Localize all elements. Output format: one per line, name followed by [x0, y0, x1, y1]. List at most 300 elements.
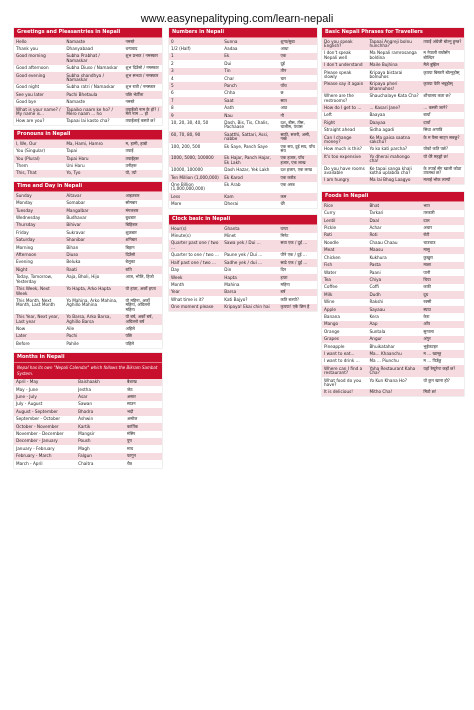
nepali-cell: शुभ दिउँसो / नमस्कार: [124, 65, 163, 72]
romanized-cell: Baishaakh: [76, 379, 125, 386]
english-cell: Later: [14, 333, 64, 340]
romanized-cell: Pahile: [64, 340, 123, 347]
nepali-cell: केरा: [421, 313, 464, 320]
english-cell: More: [169, 201, 222, 208]
vocab-table: [169, 225, 317, 311]
english-cell: Coffee: [322, 284, 367, 291]
table-row: [14, 45, 162, 52]
romanized-cell: Ma ... Piunchu: [367, 358, 421, 365]
table-row: [322, 306, 464, 313]
english-cell: Apple: [322, 306, 367, 313]
english-cell: It's too expensive: [322, 153, 367, 165]
romanized-cell: Yaha Restaurant Kaha Cha?: [367, 365, 421, 377]
english-cell: Hello: [14, 38, 64, 45]
table-row: [322, 217, 464, 224]
english-cell: 2: [169, 60, 222, 67]
romanized-cell: Sayaau: [367, 306, 421, 313]
table-row: [14, 84, 162, 91]
romanized-cell: Ma, Hami, Hamro: [64, 140, 123, 147]
nepali-cell: दूध: [421, 291, 464, 298]
english-cell: August - September: [14, 408, 76, 415]
romanized-cell: Daal: [367, 217, 421, 224]
english-cell: December - January: [14, 438, 76, 445]
nepali-cell: दाल: [421, 217, 464, 224]
english-cell: Orange: [322, 328, 367, 335]
nepali-cell: दश, बीस, तीस, चालीस, पचास: [279, 119, 318, 131]
romanized-cell: Ashwin: [76, 416, 125, 423]
romanized-cell: Kripaya! Ekai chin hai: [222, 304, 278, 311]
romanized-cell: Daayaa: [367, 119, 421, 126]
romanized-cell: Aitavar: [64, 192, 123, 199]
romanized-cell: Mahina: [222, 281, 278, 288]
nepali-cell: म ... खान्छु: [421, 350, 464, 357]
nepali-cell: शनिबार: [124, 237, 163, 244]
table-row: [322, 202, 464, 209]
english-cell: 3: [169, 68, 222, 75]
english-cell: Hour(s): [169, 225, 222, 232]
english-cell: Water: [322, 269, 367, 276]
romanized-cell: ... Kasari Jane?: [367, 104, 421, 111]
romanized-cell: Subha Prabhat / Namaskar: [64, 53, 123, 65]
english-cell: I, We, Our: [14, 140, 64, 147]
romanized-cell: Baayaa: [367, 112, 421, 119]
romanized-cell: Tapai: [64, 148, 123, 155]
romanized-cell: Tapaai Angreji bolnu hunchha?: [367, 38, 421, 50]
english-cell: I am hungry: [322, 177, 367, 184]
section-title: Clock basic in Nepali: [169, 215, 317, 225]
english-cell: Banana: [322, 313, 367, 320]
table-row: [322, 365, 464, 377]
nepali-cell: आठ: [279, 105, 318, 112]
nepali-cell: कुखुरा: [421, 254, 464, 261]
nepali-cell: बिहान: [124, 244, 163, 251]
nepali-cell: बर्ष: [279, 289, 318, 296]
table-row: [14, 286, 162, 298]
english-cell: July - August: [14, 401, 76, 408]
romanized-cell: Namaste: [64, 38, 123, 45]
nepali-cell: आधा: [279, 45, 318, 52]
romanized-cell: Maasu: [367, 247, 421, 254]
romanized-cell: Pachi Bhetaula: [64, 91, 123, 98]
romanized-cell: Ek Saye, Panch Saye: [222, 143, 278, 155]
romanized-cell: Ek Karod: [222, 174, 278, 181]
english-cell: How much is this?: [322, 146, 367, 153]
nepali-cell: माघ: [125, 445, 162, 452]
nepali-cell: तरकारी: [421, 210, 464, 217]
romanized-cell: Aap: [367, 321, 421, 328]
english-cell: Milk: [322, 291, 367, 298]
english-cell: Do you speak English?: [322, 38, 367, 50]
table-row: [14, 118, 162, 125]
foods-section: [322, 192, 464, 396]
english-cell: Meat: [322, 247, 367, 254]
nepali-cell: तपाईंलाई कस्तो छ?: [124, 118, 163, 125]
nepali-cell: शौचालय कता छ?: [421, 93, 464, 105]
romanized-cell: Bihivar: [64, 222, 123, 229]
english-cell: Now: [14, 325, 64, 332]
table-row: [14, 438, 162, 445]
nepali-cell: एक सय, दुई सय, पाँच सय: [279, 143, 318, 155]
english-cell: Thursday: [14, 222, 64, 229]
english-cell: February - March: [14, 453, 76, 460]
table-row: [14, 229, 162, 236]
nepali-cell: आँप: [421, 321, 464, 328]
table-row: [322, 232, 464, 239]
romanized-cell: Dui: [222, 60, 278, 67]
nepali-cell: छ: [279, 90, 318, 97]
english-cell: Saturday: [14, 237, 64, 244]
english-cell: Good afternoon: [14, 65, 64, 72]
english-cell: This Month, Next Month, Last Month: [14, 297, 64, 313]
english-cell: Quarter past one / two ...: [169, 240, 222, 252]
romanized-cell: Char: [222, 75, 278, 82]
romanized-cell: Ek Hajar, Panch Hajar, Ek Lakh: [222, 155, 278, 167]
romanized-cell: Paani: [367, 269, 421, 276]
table-row: [169, 201, 317, 208]
table-row: [14, 252, 162, 259]
nepali-cell: म नेपाली राम्रोसँग बोल्दिन: [421, 50, 464, 62]
table-row: [322, 62, 464, 69]
table-row: [322, 81, 464, 93]
nepali-cell: तपाईं अंग्रेजी बोल्नु हुन्छ?: [421, 38, 464, 50]
english-cell: 9: [169, 112, 222, 119]
table-row: [322, 177, 464, 184]
romanized-cell: Budhavar: [64, 215, 123, 222]
romanized-cell: Dash Hazar, Yek Lakh: [222, 167, 278, 174]
nepali-cell: बुधबार: [124, 215, 163, 222]
nepali-cell: एक करोड: [279, 174, 318, 181]
table-row: [169, 174, 317, 181]
romanized-cell: Yo Mahina, Arko Mahina, Aghillo Mahina: [64, 297, 123, 313]
english-cell: Half past one / two ...: [169, 259, 222, 266]
table-row: [322, 276, 464, 283]
romanized-cell: Yo Barsa, Arko Barsa, Aghillo Barsa: [64, 314, 123, 326]
english-cell: June - July: [14, 393, 76, 400]
romanized-cell: Maile Bujhina: [367, 62, 421, 69]
table-row: [169, 155, 317, 167]
nepali-cell: के तपाईं सँग खाली कोठा उपलब्ध छ?: [421, 165, 464, 177]
nepali-cell: शुभ सन्ध्या / नमस्कार: [124, 72, 163, 84]
nepali-cell: यहाँ रेस्टुरेन्ट कहाँ छ?: [421, 365, 464, 377]
table-row: [322, 343, 464, 350]
nepali-cell: साढे एक / दुई ...: [279, 259, 318, 266]
table-row: [14, 379, 162, 386]
nepali-cell: योको कति पर्छ?: [421, 146, 464, 153]
romanized-cell: Pachi: [64, 333, 123, 340]
table-row: [14, 431, 162, 438]
table-row: [169, 68, 317, 75]
romanized-cell: Poush: [76, 438, 125, 445]
romanized-cell: Tapai Haru: [64, 155, 123, 162]
table-row: [169, 281, 317, 288]
nepali-cell: मासु: [421, 247, 464, 254]
time-section: [14, 182, 162, 347]
nepali-cell: शुभ प्रभात / नमस्कार: [124, 53, 163, 65]
english-cell: Afternoon: [14, 252, 64, 259]
nepali-cell: सात: [279, 97, 318, 104]
romanized-cell: Ke tapai sanga khali kotha uplabda cha?: [367, 165, 421, 177]
table-row: [322, 358, 464, 365]
romanized-cell: Tin: [222, 68, 278, 75]
english-cell: Roti: [322, 232, 367, 239]
english-cell: How do I get to ...: [322, 104, 367, 111]
table-row: [14, 192, 162, 199]
nepali-cell: धेरै: [279, 201, 318, 208]
table-row: [169, 167, 317, 174]
english-cell: This Year, Next year, Last year: [14, 314, 64, 326]
table-row: [14, 333, 162, 340]
english-cell: One Billion (1,000,000,000): [169, 182, 222, 194]
table-row: [322, 119, 464, 126]
greetings-section: [14, 28, 162, 125]
section-title: Numbers in Nepali: [169, 28, 317, 38]
nepali-cell: म ... पिउँछु: [421, 358, 464, 365]
nepali-cell: हप्ता: [279, 274, 318, 281]
english-cell: You (Singular): [14, 148, 64, 155]
nepali-cell: कति बज्यो?: [279, 296, 318, 303]
table-row: [322, 262, 464, 269]
romanized-cell: Sawa yek / Dui ...: [222, 240, 278, 252]
english-cell: Grapes: [322, 336, 367, 343]
nepali-cell: पहिले: [124, 340, 163, 347]
english-cell: Do you have rooms available: [322, 165, 367, 177]
nepali-cell: सिधा अगाडि: [421, 127, 464, 134]
nepali-cell: एक: [279, 53, 318, 60]
romanized-cell: Rakshi: [367, 299, 421, 306]
table-row: [169, 267, 317, 274]
nepali-cell: दिउँसो: [124, 252, 163, 259]
table-row: [14, 408, 162, 415]
english-cell: Curry: [322, 210, 367, 217]
table-row: [14, 200, 162, 207]
table-row: [14, 314, 162, 326]
english-cell: What food do you have?: [322, 377, 367, 389]
table-row: [322, 377, 464, 389]
english-cell: See you later: [14, 91, 64, 98]
romanized-cell: Somabar: [64, 200, 123, 207]
table-row: [322, 146, 464, 153]
romanized-cell: Chaitra: [76, 460, 125, 467]
romanized-cell: Yo Hapta, Arko Hapta: [64, 286, 123, 298]
table-row: [322, 210, 464, 217]
nepali-cell: स्याउ: [421, 306, 464, 313]
romanized-cell: Mangalbar: [64, 207, 123, 214]
nepali-cell: साठी, सत्तरी, असी, नब्बे: [279, 131, 318, 143]
section-title: Foods in Nepali: [322, 192, 464, 202]
english-cell: 1/2 (Half): [169, 45, 222, 52]
table-row: [322, 165, 464, 177]
romanized-cell: Shauchalaye Kata Cha?: [367, 93, 421, 105]
table-row: [169, 289, 317, 296]
nepali-cell: पानी: [421, 269, 464, 276]
nepali-cell: एक हजार, पाँच हजार, एक लाख: [279, 155, 318, 167]
table-row: [14, 65, 162, 72]
nepali-cell: चार: [279, 75, 318, 82]
english-cell: One moment please: [169, 304, 222, 311]
english-cell: 1: [169, 53, 222, 60]
table-row: [322, 225, 464, 232]
nepali-cell: जेठ: [125, 386, 162, 393]
vocab-table: [322, 38, 464, 184]
english-cell: What is your name? / My name is...: [14, 106, 64, 118]
table-row: [322, 350, 464, 357]
table-row: [322, 291, 464, 298]
english-cell: 10, 20, 30, 40, 50: [169, 119, 222, 131]
nepali-cell: दायाँ: [421, 119, 464, 126]
table-row: [14, 416, 162, 423]
english-cell: Day: [169, 267, 222, 274]
table-row: [169, 119, 317, 131]
romanized-cell: Raati: [64, 266, 123, 273]
nepali-cell: मिनेट: [279, 233, 318, 240]
romanized-cell: Aadaa: [222, 45, 278, 52]
english-cell: Week: [169, 274, 222, 281]
table-row: [14, 386, 162, 393]
english-cell: Mango: [322, 321, 367, 328]
nepali-cell: नमस्ते: [124, 99, 163, 106]
table-row: [14, 170, 162, 177]
romanized-cell: Jestha: [76, 386, 125, 393]
romanized-cell: Pasta: [367, 262, 421, 269]
table-row: [169, 38, 317, 45]
romanized-cell: Uni Haru: [64, 163, 123, 170]
table-row: [169, 252, 317, 259]
table-row: [14, 106, 162, 118]
table-row: [14, 244, 162, 251]
table-row: [14, 163, 162, 170]
romanized-cell: Subha ratri / Namaskar: [64, 84, 123, 91]
nepali-cell: पछि भेटौँला: [124, 91, 163, 98]
nepali-cell: बायाँ: [421, 112, 464, 119]
romanized-cell: Aath: [222, 105, 278, 112]
romanized-cell: Chiya: [367, 276, 421, 283]
english-cell: May - June: [14, 386, 76, 393]
english-cell: 6: [169, 90, 222, 97]
romanized-cell: Yo ko kati parcha?: [367, 146, 421, 153]
romanized-cell: Ma Nepali ramrosanga boldina: [367, 50, 421, 62]
romanized-cell: Saat: [222, 97, 278, 104]
nepali-cell: सोमबार: [124, 200, 163, 207]
romanized-cell: Kera: [367, 313, 421, 320]
english-cell: Straight ahead: [322, 127, 367, 134]
table-row: [14, 297, 162, 313]
english-cell: 100, 200, 500: [169, 143, 222, 155]
english-cell: Can I change money?: [322, 134, 367, 146]
table-row: [14, 453, 162, 460]
table-row: [322, 127, 464, 134]
english-cell: Less: [169, 193, 222, 200]
romanized-cell: Kartik: [76, 423, 125, 430]
table-row: [169, 182, 317, 194]
romanized-cell: Namaste: [64, 99, 123, 106]
romanized-cell: Tapaiko naam ke ho? / Mero naam ... ho: [64, 106, 123, 118]
table-row: [14, 155, 162, 162]
romanized-cell: Ma... Khaanchu: [367, 350, 421, 357]
romanized-cell: Dudh: [367, 291, 421, 298]
nepali-cell: तीन: [279, 68, 318, 75]
romanized-cell: Shanibar: [64, 237, 123, 244]
romanized-cell: Bhuikatahar: [367, 343, 421, 350]
romanized-cell: Sidha agadi: [367, 127, 421, 134]
romanized-cell: Chaau Chaau: [367, 239, 421, 246]
table-row: [14, 140, 162, 147]
nepali-cell: यो धेरै महङ्गो छ!: [421, 153, 464, 165]
romanized-cell: Aaja, Bholi, Hijo: [64, 274, 123, 286]
section-title: Months in Nepali: [14, 353, 162, 363]
english-cell: You (Plural): [14, 155, 64, 162]
english-cell: Sunday: [14, 192, 64, 199]
table-row: [14, 423, 162, 430]
table-row: [169, 240, 317, 252]
english-cell: March - April: [14, 460, 76, 467]
nepali-cell: पुष: [125, 438, 162, 445]
english-cell: Noodle: [322, 239, 367, 246]
table-row: [322, 299, 464, 306]
table-row: [322, 247, 464, 254]
romanized-cell: Magh: [76, 445, 125, 452]
nepali-cell: पछि: [124, 333, 163, 340]
english-cell: October - November: [14, 423, 76, 430]
english-cell: Before: [14, 340, 64, 347]
english-cell: September - October: [14, 416, 76, 423]
english-cell: How are you?: [14, 118, 64, 125]
vocab-table: [14, 140, 162, 177]
table-row: [322, 38, 464, 50]
vocab-table: [169, 38, 317, 208]
romanized-cell: Ghanta: [222, 225, 278, 232]
table-row: [14, 91, 162, 98]
table-row: [169, 90, 317, 97]
nepali-cell: नमस्ते: [124, 38, 163, 45]
table-row: [169, 82, 317, 89]
nepali-cell: साउन: [125, 401, 162, 408]
english-cell: Where are the restrooms?: [322, 93, 367, 105]
romanized-cell: Dash, Bis, Tis, Chalis, Pachaase: [222, 119, 278, 131]
english-cell: 4: [169, 75, 222, 82]
nepali-cell: यो कुन खाना हो?: [421, 377, 464, 389]
romanized-cell: Tapaai lai kasto cha?: [64, 118, 123, 125]
section-title: Pronouns in Nepali: [14, 130, 162, 140]
nepali-cell: चिया: [421, 276, 464, 283]
english-cell: Year: [169, 289, 222, 296]
english-cell: Monday: [14, 200, 64, 207]
table-row: [322, 134, 464, 146]
table-row: [322, 269, 464, 276]
romanized-cell: Kati Bajyo?: [222, 296, 278, 303]
table-row: [14, 215, 162, 222]
english-cell: Today, Tomorrow, Yesterday: [14, 274, 64, 286]
phrases-section: [322, 28, 464, 184]
english-cell: Friday: [14, 229, 64, 236]
romanized-cell: Din: [222, 267, 278, 274]
nepali-cell: मंगलबार: [124, 207, 163, 214]
nepali-cell: मंसिर: [125, 431, 162, 438]
english-cell: Minute(s): [169, 233, 222, 240]
english-cell: Tuesday: [14, 207, 64, 214]
nepali-cell: यो, त्यो: [124, 170, 163, 177]
table-row: [322, 153, 464, 165]
nepali-cell: के म पैसा साट्न सक्छु?: [421, 134, 464, 146]
english-cell: 60, 70, 80, 90: [169, 131, 222, 143]
romanized-cell: Bihan: [64, 244, 123, 251]
nepali-cell: तपाईं: [124, 148, 163, 155]
page-url[interactable]: www.easynepalityping.com/learn-nepali: [140, 13, 334, 25]
nepali-cell: दश हजार, एक लाख: [279, 167, 318, 174]
nepali-cell: तपाईंहरू: [124, 155, 163, 162]
nepali-cell: उनीहरू: [124, 163, 163, 170]
table-row: [322, 50, 464, 62]
section-title: Greetings and Pleasantries in Nepali: [14, 28, 162, 38]
